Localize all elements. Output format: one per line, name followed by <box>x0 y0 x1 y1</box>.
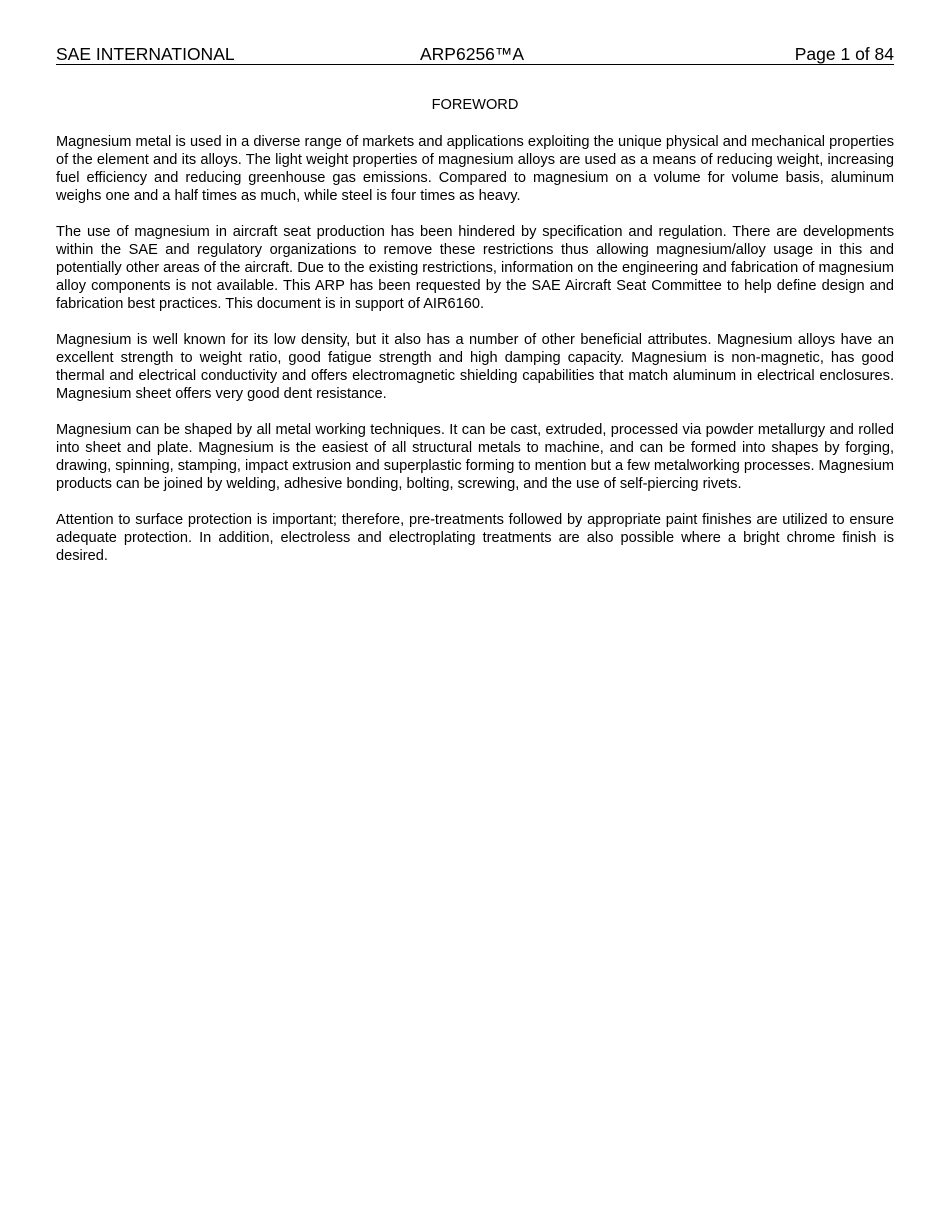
foreword-body <box>56 133 894 583</box>
header-organization: SAE INTERNATIONAL <box>56 44 235 64</box>
paragraph-2: The use of magnesium in aircraft seat production has been hindered by specification and regulation. There are developments within the SAE and regulatory organizations to remove these restrictions thus allowing magnesium/alloy usage in this and potentially other areas of the aircraft. Due to the existing restrictions, information on the engineering and fabrication of magnesium alloy components is not available. This ARP has been requested by the SAE Aircraft Seat Committee to help define design and fabrication best practices. This document is in support of AIR6160. <box>56 224 894 312</box>
section-title: FOREWORD <box>431 97 519 113</box>
paragraph-3: Magnesium is well known for its low density, but it also has a number of other beneficial attributes. Magnesium alloys have an excellent strength to weight ratio, good fatigue strength and high damping capacity. Magnesium is non-magnetic, has good thermal and electrical conductivity and offers electromagnetic shielding capabilities that match aluminum in electrical enclosures. Magnesium sheet offers very good dent resistance. <box>56 332 894 402</box>
page-header <box>56 44 894 65</box>
paragraph-5: Attention to surface protection is important; therefore, pre-treatments followed by appropriate paint finishes are utilized to ensure adequate protection. In addition, electroless and electroplating treatments are also possible where a bright chrome finish is desired. <box>56 512 894 564</box>
paragraph-4: Magnesium can be shaped by all metal working techniques. It can be cast, extruded, processed via powder metallurgy and rolled into sheet and plate. Magnesium is the easiest of all structural metals to machine, and can be formed into shapes by forging, drawing, spinning, stamping, impact extrusion and superplastic forming to mention but a few metalworking processes. Magnesium products can be joined by welding, adhesive bonding, bolting, screwing, and the use of self-piercing rivets. <box>56 422 894 492</box>
header-document-number: ARP6256™A <box>420 44 525 64</box>
paragraph-1: Magnesium metal is used in a diverse range of markets and applications exploiting the unique physical and mechanical properties of the element and its alloys. The light weight properties of magnesium alloys are used as a means of reducing weight, increasing fuel efficiency and reducing greenhouse gas emissions. Compared to magnesium on a volume for volume basis, aluminum weighs one and a half times as much, while steel is four times as heavy. <box>56 134 894 204</box>
header-page-number: Page 1 of 84 <box>794 44 894 64</box>
